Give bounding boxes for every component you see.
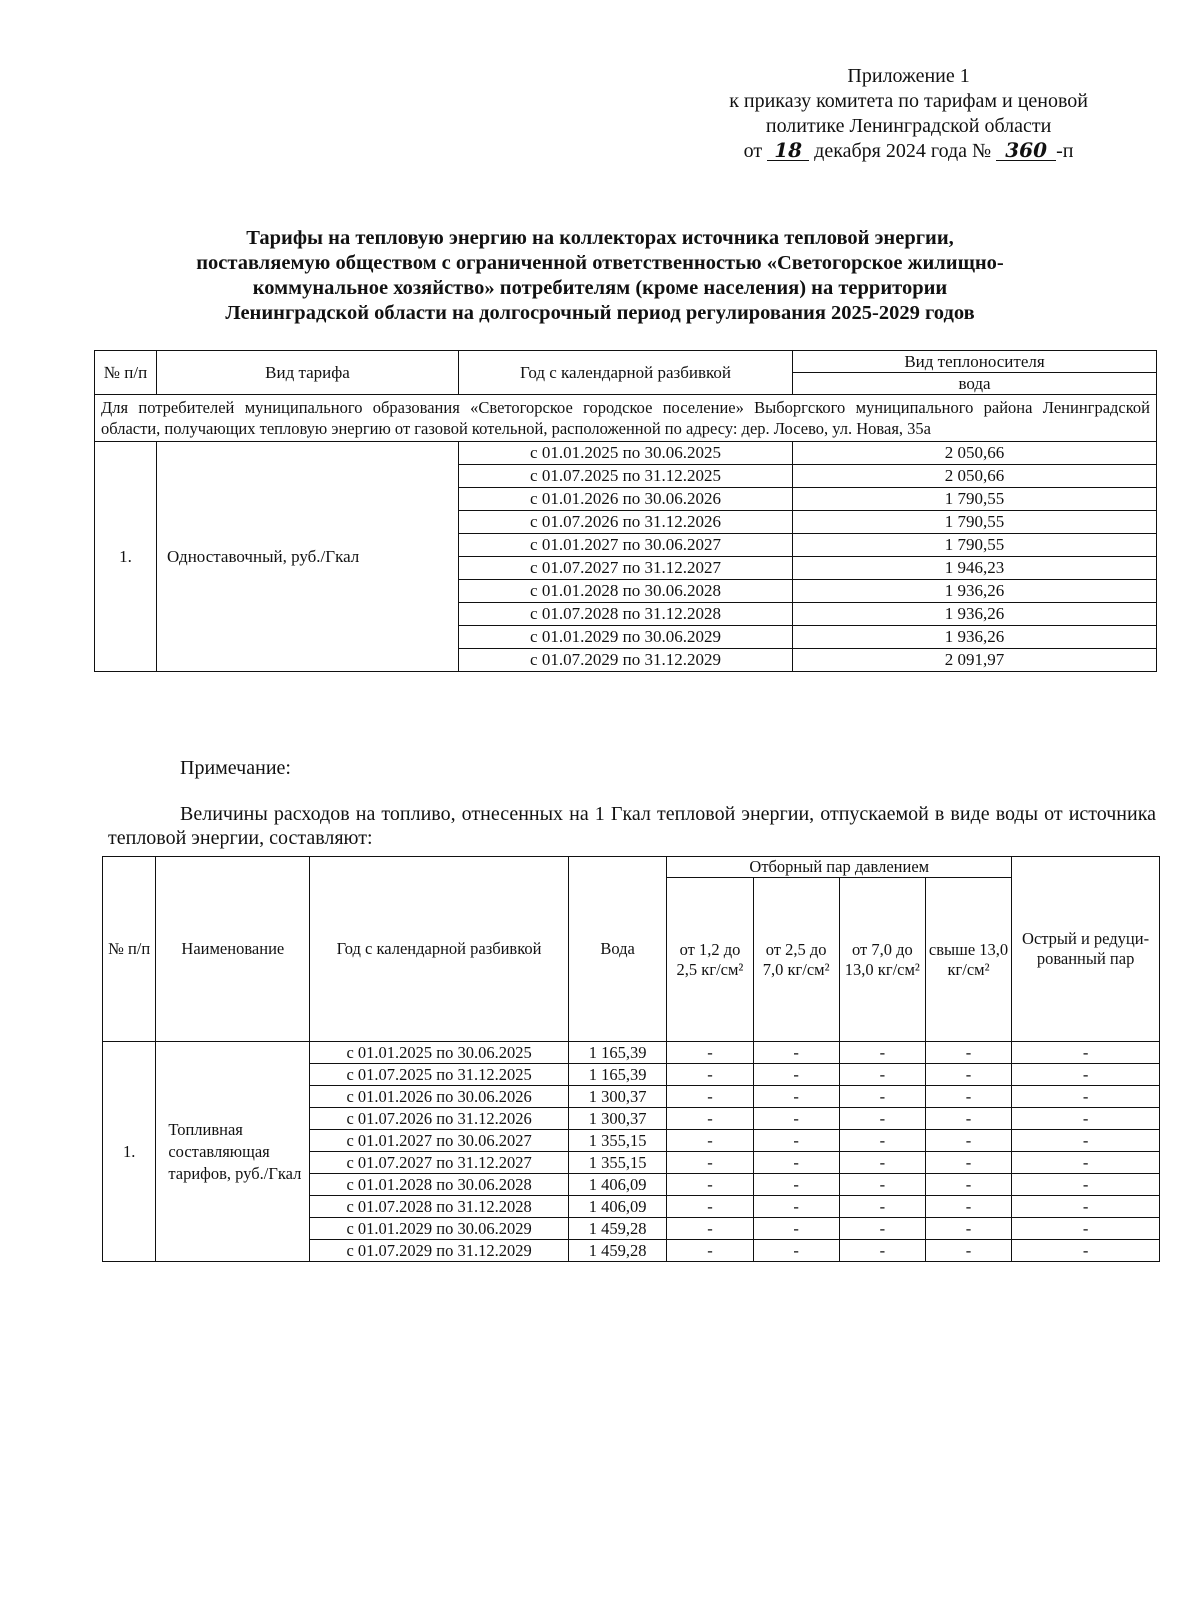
pressure-3-value: - bbox=[839, 1130, 925, 1152]
period-cell: с 01.07.2027 по 31.12.2027 bbox=[310, 1152, 569, 1174]
pressure-3-value: - bbox=[839, 1174, 925, 1196]
pressure-2-value: - bbox=[753, 1064, 839, 1086]
water-value: 1 165,39 bbox=[568, 1042, 667, 1064]
pressure-2-value: - bbox=[753, 1218, 839, 1240]
water-value: 1 300,37 bbox=[568, 1086, 667, 1108]
col-header-period: Год с календарной разбивкой bbox=[459, 351, 793, 395]
pressure-1-value: - bbox=[667, 1196, 753, 1218]
date-middle: декабря 2024 года № bbox=[814, 140, 992, 162]
appendix-header bbox=[729, 64, 1088, 164]
period-cell: с 01.07.2029 по 31.12.2029 bbox=[310, 1240, 569, 1262]
pressure-2-value: - bbox=[753, 1152, 839, 1174]
tariff-value: 1 790,55 bbox=[793, 488, 1157, 511]
pressure-2-value: - bbox=[753, 1196, 839, 1218]
sharp-steam-value: - bbox=[1012, 1086, 1160, 1108]
period-cell: с 01.01.2025 по 30.06.2025 bbox=[310, 1042, 569, 1064]
consumer-description: Для потребителей муниципального образования «Светогорское городское поселение» Выборгского муниципального района Ленинградской области, получающих тепловую энергию от газовой котельной, расположенной по адресу: дер. Лосево, ул. Новая, 35а bbox=[95, 395, 1157, 442]
col-header-name: Наименование bbox=[156, 857, 310, 1042]
pressure-3-value: - bbox=[839, 1064, 925, 1086]
period-cell: с 01.01.2027 по 30.06.2027 bbox=[459, 534, 793, 557]
period-cell: с 01.07.2026 по 31.12.2026 bbox=[459, 511, 793, 534]
period-cell: с 01.01.2029 по 30.06.2029 bbox=[459, 626, 793, 649]
water-value: 1 355,15 bbox=[568, 1130, 667, 1152]
pressure-4-value: - bbox=[925, 1196, 1011, 1218]
period-cell: с 01.07.2028 по 31.12.2028 bbox=[459, 603, 793, 626]
row-number: 1. bbox=[95, 442, 157, 672]
note-text: Величины расходов на топливо, отнесенных на 1 Гкал тепловой энергии, отпускаемой в виде воды от источника тепловой энергии, составляют: bbox=[108, 803, 1156, 849]
sharp-steam-value: - bbox=[1012, 1240, 1160, 1262]
date-prefix: от bbox=[743, 140, 763, 162]
pressure-1-value: - bbox=[667, 1130, 753, 1152]
tariff-value: 1 790,55 bbox=[793, 534, 1157, 557]
col-header-pressure-4: свыше 13,0 кг/см² bbox=[925, 878, 1011, 1042]
pressure-3-value: - bbox=[839, 1152, 925, 1174]
water-value: 1 355,15 bbox=[568, 1152, 667, 1174]
table-row bbox=[103, 1042, 1160, 1064]
pressure-3-value: - bbox=[839, 1218, 925, 1240]
tariff-value: 1 936,26 bbox=[793, 603, 1157, 626]
water-value: 1 459,28 bbox=[568, 1218, 667, 1240]
title-line-2: поставляемую обществом с ограниченной ответственностью «Светогорское жилищно- bbox=[196, 252, 1004, 274]
col-header-steam-group: Отборный пар давлением bbox=[667, 857, 1012, 878]
pressure-4-value: - bbox=[925, 1174, 1011, 1196]
committee-name: политике Ленинградской области bbox=[765, 115, 1052, 137]
sharp-steam-value: - bbox=[1012, 1196, 1160, 1218]
period-cell: с 01.07.2025 по 31.12.2025 bbox=[459, 465, 793, 488]
sharp-steam-value: - bbox=[1012, 1218, 1160, 1240]
pressure-4-value: - bbox=[925, 1152, 1011, 1174]
water-value: 1 459,28 bbox=[568, 1240, 667, 1262]
pressure-4-value: - bbox=[925, 1218, 1011, 1240]
row-number: 1. bbox=[103, 1042, 156, 1262]
water-value: 1 406,09 bbox=[568, 1174, 667, 1196]
pressure-4-value: - bbox=[925, 1086, 1011, 1108]
col-header-sharp-steam: Острый и редуци-рованный пар bbox=[1012, 857, 1160, 1042]
period-cell: с 01.07.2027 по 31.12.2027 bbox=[459, 557, 793, 580]
sharp-steam-value: - bbox=[1012, 1108, 1160, 1130]
sharp-steam-value: - bbox=[1012, 1064, 1160, 1086]
tariff-table bbox=[94, 350, 1157, 672]
pressure-3-value: - bbox=[839, 1108, 925, 1130]
period-cell: с 01.01.2026 по 30.06.2026 bbox=[459, 488, 793, 511]
title-line-3: коммунальное хозяйство» потребителям (кроме населения) на территории bbox=[252, 277, 948, 299]
pressure-1-value: - bbox=[667, 1086, 753, 1108]
handwritten-day: 18 bbox=[767, 140, 809, 161]
water-value: 1 300,37 bbox=[568, 1108, 667, 1130]
sharp-steam-value: - bbox=[1012, 1042, 1160, 1064]
period-cell: с 01.01.2028 по 30.06.2028 bbox=[310, 1174, 569, 1196]
order-suffix: -п bbox=[1056, 140, 1074, 162]
handwritten-order-number: 360 bbox=[996, 140, 1056, 161]
title-line-4: Ленинградской области на долгосрочный период регулирования 2025-2029 годов bbox=[225, 302, 975, 324]
period-cell: с 01.07.2028 по 31.12.2028 bbox=[310, 1196, 569, 1218]
pressure-3-value: - bbox=[839, 1086, 925, 1108]
appendix-label: Приложение 1 bbox=[847, 65, 970, 87]
sharp-steam-value: - bbox=[1012, 1130, 1160, 1152]
pressure-1-value: - bbox=[667, 1174, 753, 1196]
document-title bbox=[92, 226, 1108, 326]
col-header-water: Вода bbox=[568, 857, 667, 1042]
tariff-value: 1 790,55 bbox=[793, 511, 1157, 534]
order-reference: к приказу комитета по тарифам и ценовой bbox=[729, 90, 1088, 112]
pressure-1-value: - bbox=[667, 1218, 753, 1240]
tariff-value: 1 936,26 bbox=[793, 626, 1157, 649]
water-value: 1 165,39 bbox=[568, 1064, 667, 1086]
period-cell: с 01.01.2029 по 30.06.2029 bbox=[310, 1218, 569, 1240]
tariff-value: 1 946,23 bbox=[793, 557, 1157, 580]
table-row bbox=[95, 442, 1157, 465]
tariff-value: 1 936,26 bbox=[793, 580, 1157, 603]
pressure-2-value: - bbox=[753, 1108, 839, 1130]
pressure-4-value: - bbox=[925, 1240, 1011, 1262]
pressure-1-value: - bbox=[667, 1108, 753, 1130]
pressure-2-value: - bbox=[753, 1174, 839, 1196]
pressure-2-value: - bbox=[753, 1086, 839, 1108]
fuel-component-table bbox=[102, 856, 1160, 1262]
pressure-4-value: - bbox=[925, 1130, 1011, 1152]
tariff-value: 2 091,97 bbox=[793, 649, 1157, 672]
col-header-pressure-1: от 1,2 до 2,5 кг/см² bbox=[667, 878, 753, 1042]
pressure-2-value: - bbox=[753, 1240, 839, 1262]
tariff-name: Одноставочный, руб./Гкал bbox=[157, 442, 459, 672]
tariff-value: 2 050,66 bbox=[793, 442, 1157, 465]
period-cell: с 01.01.2025 по 30.06.2025 bbox=[459, 442, 793, 465]
col-header-num: № п/п bbox=[95, 351, 157, 395]
note-label: Примечание: bbox=[180, 757, 291, 779]
order-date-line bbox=[729, 139, 1088, 164]
col-header-period: Год с календарной разбивкой bbox=[310, 857, 569, 1042]
period-cell: с 01.01.2026 по 30.06.2026 bbox=[310, 1086, 569, 1108]
pressure-1-value: - bbox=[667, 1240, 753, 1262]
col-header-carrier: Вид теплоносителя bbox=[793, 351, 1157, 373]
pressure-2-value: - bbox=[753, 1042, 839, 1064]
pressure-3-value: - bbox=[839, 1196, 925, 1218]
tariff-value: 2 050,66 bbox=[793, 465, 1157, 488]
col-header-pressure-3: от 7,0 до 13,0 кг/см² bbox=[839, 878, 925, 1042]
pressure-2-value: - bbox=[753, 1130, 839, 1152]
col-header-tariff-type: Вид тарифа bbox=[157, 351, 459, 395]
pressure-3-value: - bbox=[839, 1042, 925, 1064]
col-header-carrier-water: вода bbox=[793, 373, 1157, 395]
pressure-1-value: - bbox=[667, 1152, 753, 1174]
period-cell: с 01.07.2029 по 31.12.2029 bbox=[459, 649, 793, 672]
pressure-4-value: - bbox=[925, 1064, 1011, 1086]
pressure-1-value: - bbox=[667, 1064, 753, 1086]
period-cell: с 01.07.2026 по 31.12.2026 bbox=[310, 1108, 569, 1130]
col-header-pressure-2: от 2,5 до 7,0 кг/см² bbox=[753, 878, 839, 1042]
period-cell: с 01.07.2025 по 31.12.2025 bbox=[310, 1064, 569, 1086]
pressure-3-value: - bbox=[839, 1240, 925, 1262]
component-name: Топливная составляющая тарифов, руб./Гкал bbox=[156, 1042, 310, 1262]
period-cell: с 01.01.2028 по 30.06.2028 bbox=[459, 580, 793, 603]
pressure-1-value: - bbox=[667, 1042, 753, 1064]
water-value: 1 406,09 bbox=[568, 1196, 667, 1218]
pressure-4-value: - bbox=[925, 1042, 1011, 1064]
sharp-steam-value: - bbox=[1012, 1152, 1160, 1174]
title-line-1: Тарифы на тепловую энергию на коллекторах источника тепловой энергии, bbox=[246, 227, 954, 249]
pressure-4-value: - bbox=[925, 1108, 1011, 1130]
sharp-steam-value: - bbox=[1012, 1174, 1160, 1196]
period-cell: с 01.01.2027 по 30.06.2027 bbox=[310, 1130, 569, 1152]
col-header-num: № п/п bbox=[103, 857, 156, 1042]
